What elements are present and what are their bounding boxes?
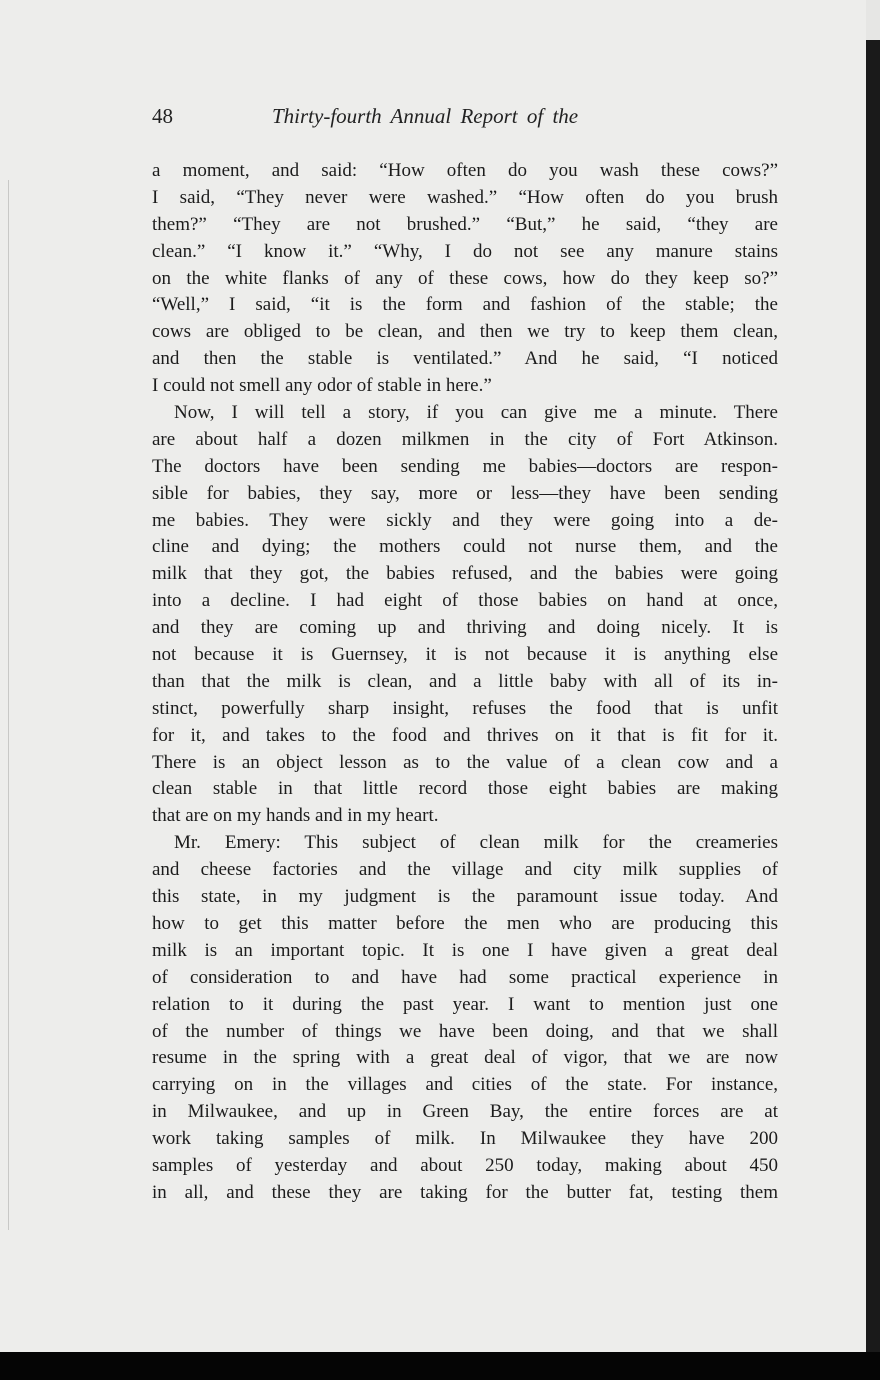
page-gutter-shadow — [8, 180, 9, 1230]
text-line: milk is an important topic. It is one I have given a great deal — [152, 939, 778, 961]
text-line: than that the milk is clean, and a little baby with all of its in- — [152, 670, 778, 692]
text-line: not because it is Guernsey, it is not because it is anything else — [152, 644, 778, 666]
text-line: and then the stable is ventilated.” And he said, “I noticed — [152, 348, 778, 370]
text-line: of consideration to and have had some practical experience in — [152, 966, 778, 988]
text-line: carrying on in the villages and cities of the state. For instance, — [152, 1074, 778, 1096]
body-text — [152, 158, 778, 1207]
text-line: work taking samples of milk. In Milwaukee they have 200 — [152, 1128, 778, 1150]
text-line: “Well,” I said, “it is the form and fashion of the stable; the — [152, 294, 778, 316]
text-line: are about half a dozen milkmen in the city of Fort Atkinson. — [152, 428, 778, 450]
text-line: samples of yesterday and about 250 today, making about 450 — [152, 1154, 778, 1176]
text-line: clean.” “I know it.” “Why, I do not see any manure stains — [152, 240, 778, 262]
running-header — [152, 104, 778, 134]
text-line: stinct, powerfully sharp insight, refuses the food that is unfit — [152, 697, 778, 719]
text-line: clean stable in that little record those eight babies are making — [152, 778, 778, 800]
text-line: this state, in my judgment is the paramount issue today. And — [152, 886, 778, 908]
text-line: I could not smell any odor of stable in here.” — [152, 375, 492, 397]
text-line: in all, and these they are taking for the butter fat, testing them — [152, 1181, 778, 1203]
text-line: them?” “They are not brushed.” “But,” he said, “they are — [152, 213, 778, 235]
page-edge-shadow-right — [866, 40, 880, 1352]
paragraph-start-line: Now, I will tell a story, if you can give me a minute. There — [174, 402, 778, 424]
text-line: relation to it during the past year. I want to mention just one — [152, 993, 778, 1015]
text-line: into a decline. I had eight of those babies on hand at once, — [152, 590, 778, 612]
text-line: cline and dying; the mothers could not nurse them, and the — [152, 536, 778, 558]
scan-border-bottom — [0, 1352, 880, 1380]
page-number: 48 — [152, 104, 173, 128]
text-line: and cheese factories and the village and city milk supplies of — [152, 859, 778, 881]
text-line: for it, and takes to the food and thrives on it that is fit for it. — [152, 724, 778, 746]
text-line: There is an object lesson as to the value of a clean cow and a — [152, 751, 778, 773]
text-line: resume in the spring with a great deal of vigor, that we are now — [152, 1047, 778, 1069]
text-line: on the white flanks of any of these cows, how do they keep so?” — [152, 267, 778, 289]
text-line: a moment, and said: “How often do you wash these cows?” — [152, 160, 778, 181]
text-line: I said, “They never were washed.” “How often do you brush — [152, 186, 778, 208]
text-line: cows are obliged to be clean, and then we try to keep them clean, — [152, 321, 778, 343]
text-line: milk that they got, the babies refused, and the babies were going — [152, 563, 778, 585]
text-line: sible for babies, they say, more or less—they have been sending — [152, 482, 778, 504]
text-line: in Milwaukee, and up in Green Bay, the entire forces are at — [152, 1101, 778, 1123]
text-line: how to get this matter before the men who are producing this — [152, 912, 778, 934]
running-title: Thirty-fourth Annual Report of the — [272, 104, 579, 128]
text-line: me babies. They were sickly and they were going into a de- — [152, 509, 778, 531]
text-line: of the number of things we have been doing, and that we shall — [152, 1020, 778, 1042]
paragraph-start-line: Mr. Emery: This subject of clean milk for the creameries — [174, 832, 778, 854]
text-line: and they are coming up and thriving and doing nicely. It is — [152, 617, 778, 639]
text-line: The doctors have been sending me babies—doctors are respon- — [152, 455, 778, 477]
text-line: that are on my hands and in my heart. — [152, 805, 439, 827]
